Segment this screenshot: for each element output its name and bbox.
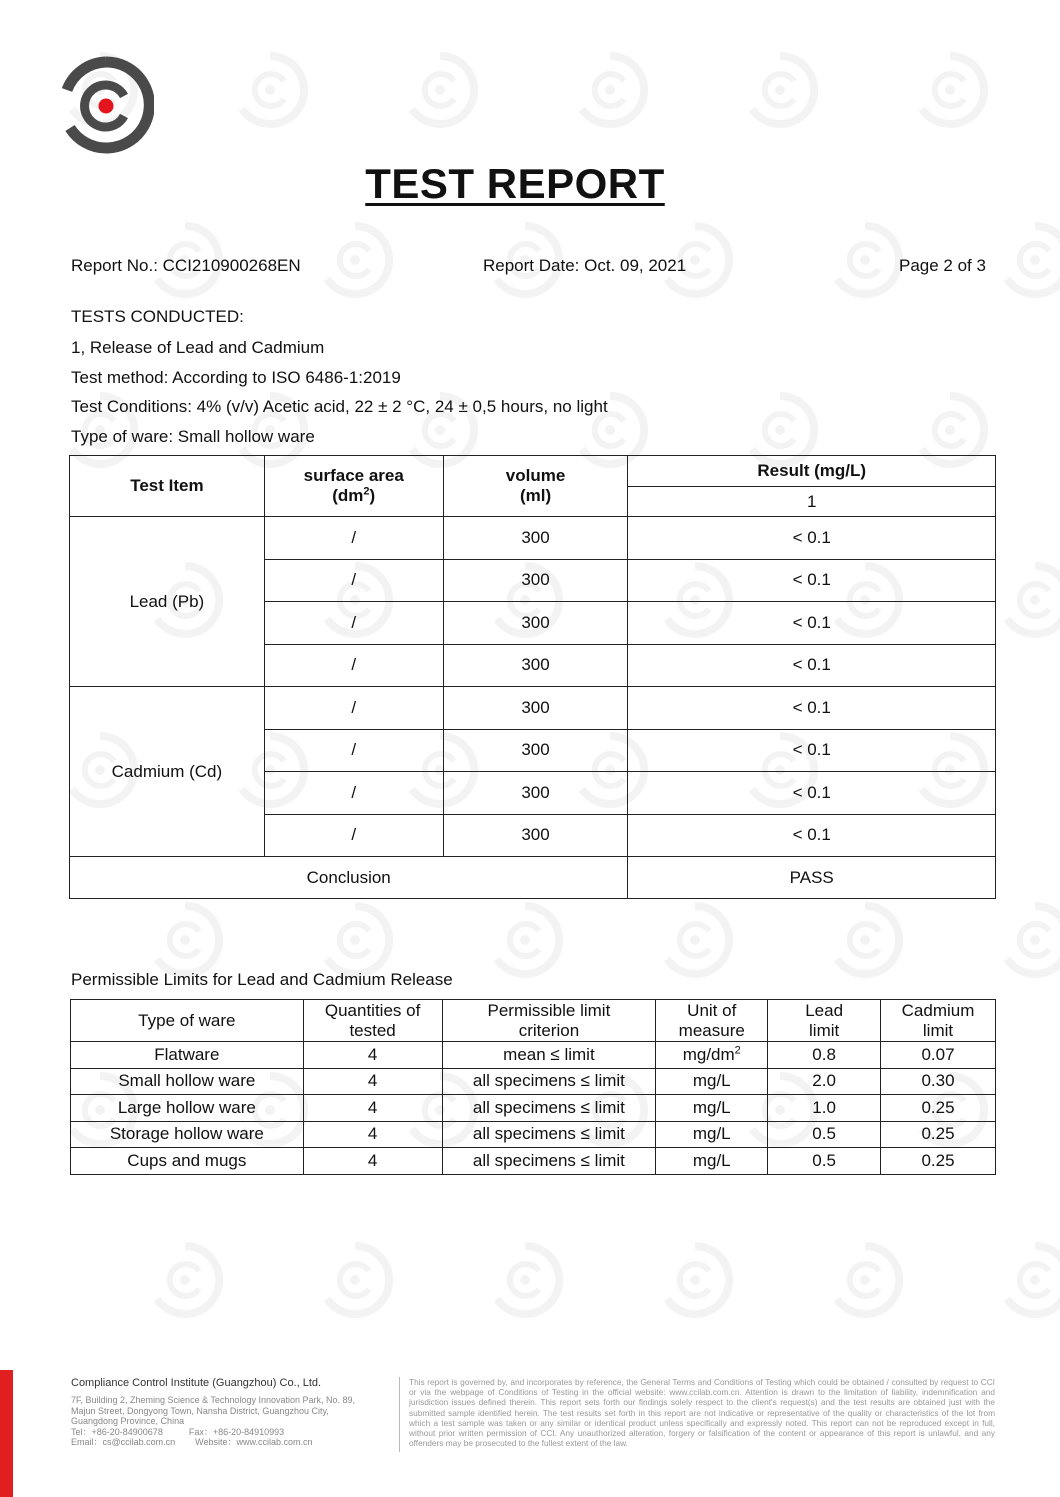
table-row xyxy=(71,1042,996,1069)
surface-cell: / xyxy=(264,772,443,815)
surface-cell: / xyxy=(264,559,443,602)
header-surface-area: surface area $(dm^2)$ xyxy=(264,456,443,517)
limits-header-quantities: Quantities of tested xyxy=(303,1000,442,1042)
watermark-icon xyxy=(327,1246,389,1314)
volume-cell: 300 xyxy=(443,644,628,687)
test-item-line: 1, Release of Lead and Cadmium xyxy=(71,338,325,357)
page-number: Page 2 of 3 xyxy=(899,256,986,275)
limits-unit-cell: $mg/dm^2$ xyxy=(656,1042,768,1069)
limits-criterion-cell: all specimens ≤ limit xyxy=(442,1121,656,1148)
limits-cadmium-cell: 0.25 xyxy=(881,1148,996,1175)
report-number: Report No.: CCI210900268EN xyxy=(71,256,301,275)
watermark-icon xyxy=(157,1246,219,1314)
test-item-cell: Cadmium (Cd) xyxy=(70,687,265,857)
footer-disclaimer: This report is governed by, and incorporates by reference, the General Terms and Conditions of Testing which could be obtained / consulted by request to CCI or via the webpage of Conditions of Testing in the official website: www.ccilab.com.cn. Attention is drawn to the limitation of liability, indemnification and jurisdiction issues defined therein. This report sets forth our findings solely respect to the client's request(s) and the test results are obtained just with the submitted sample identified herein. The test results set forth in this report are not indicative or representative of the quality or characteristics of the lot from which a test sample was taken or any similar or identical product unless specifically and expressly noted. This report can not be reproduced except in full, without prior written permission of CCI. Any unauthorized alteration, forgery or falsification of the content or appearance of this report is unlawful, and any offenders may be prosecuted to the fullest extent of the law. xyxy=(409,1377,995,1449)
watermark-icon xyxy=(667,906,729,974)
footer-accent-bar xyxy=(0,1370,13,1497)
volume-cell: 300 xyxy=(443,517,628,560)
volume-cell: 300 xyxy=(443,602,628,645)
limits-table xyxy=(70,999,996,1175)
table-row xyxy=(71,1148,996,1175)
footer-contact xyxy=(71,1377,391,1448)
watermark-icon xyxy=(922,56,984,124)
watermark-icon xyxy=(922,396,984,464)
limits-unit-cell: mg/L xyxy=(656,1148,768,1175)
limits-unit-cell: mg/L xyxy=(656,1095,768,1122)
test-conditions-line: Test Conditions: 4% (v/v) Acetic acid, 22 ± 2 °C, 24 ± 0,5 hours, no light xyxy=(71,397,608,416)
limits-lead-cell: 1.0 xyxy=(768,1095,881,1122)
ware-type-line: Type of ware: Small hollow ware xyxy=(71,427,315,446)
limits-lead-cell: 2.0 xyxy=(768,1068,881,1095)
table-row xyxy=(70,517,996,560)
footer-phone-line xyxy=(71,1427,391,1438)
watermark-icon xyxy=(497,906,559,974)
surface-cell: / xyxy=(264,602,443,645)
watermark-icon xyxy=(752,56,814,124)
volume-cell: 300 xyxy=(443,772,628,815)
limits-criterion-cell: all specimens ≤ limit xyxy=(442,1095,656,1122)
result-cell: < 0.1 xyxy=(628,814,996,857)
volume-cell: 300 xyxy=(443,687,628,730)
table-row xyxy=(71,1068,996,1095)
limits-unit-cell: mg/L xyxy=(656,1121,768,1148)
result-cell: < 0.1 xyxy=(628,729,996,772)
surface-cell: / xyxy=(264,517,443,560)
limits-qty-cell: 4 xyxy=(303,1068,442,1095)
watermark-icon xyxy=(497,1246,559,1314)
limits-type-cell: Storage hollow ware xyxy=(71,1121,304,1148)
watermark-icon xyxy=(1007,566,1060,634)
footer-tel: Tel：+86-20-84900678 xyxy=(71,1426,163,1437)
limits-type-cell: Large hollow ware xyxy=(71,1095,304,1122)
header-volume: volume (ml) xyxy=(443,456,628,517)
watermark-icon xyxy=(412,56,474,124)
result-cell: < 0.1 xyxy=(628,602,996,645)
header-test-item: Test Item xyxy=(70,456,265,517)
limits-header-criterion: Permissible limit criterion xyxy=(442,1000,656,1042)
limits-qty-cell: 4 xyxy=(303,1121,442,1148)
watermark-icon xyxy=(582,56,644,124)
limits-type-cell: Cups and mugs xyxy=(71,1148,304,1175)
footer-address-3: Guangdong Province, China xyxy=(71,1416,185,1426)
limits-unit-cell: mg/L xyxy=(656,1068,768,1095)
watermark-icon xyxy=(1007,1246,1060,1314)
footer-company-name: Compliance Control Institute (Guangzhou) Co., Ltd. xyxy=(71,1377,322,1389)
limits-header-unit: Unit of measure xyxy=(656,1000,768,1042)
results-table xyxy=(69,455,996,899)
footer-web-line xyxy=(71,1437,391,1448)
surface-cell: / xyxy=(264,729,443,772)
result-cell: < 0.1 xyxy=(628,559,996,602)
conclusion-row xyxy=(70,857,996,899)
volume-cell: 300 xyxy=(443,729,628,772)
limits-cadmium-cell: 0.07 xyxy=(881,1042,996,1069)
watermark-icon xyxy=(837,1246,899,1314)
watermark-icon xyxy=(327,906,389,974)
limits-criterion-cell: all specimens ≤ limit xyxy=(442,1148,656,1175)
results-header-row xyxy=(70,456,996,487)
surface-cell: / xyxy=(264,814,443,857)
header-result-sample: 1 xyxy=(628,487,996,517)
footer-fax: Fax：+86-20-84910993 xyxy=(188,1426,285,1437)
footer-email: Email：cs@ccilab.com.cn xyxy=(71,1437,176,1447)
test-method-line: Test method: According to ISO 6486-1:2019 xyxy=(71,368,401,387)
limits-cadmium-cell: 0.25 xyxy=(881,1095,996,1122)
header-result: Result (mg/L) xyxy=(628,456,996,487)
limits-header-lead: Lead limit xyxy=(768,1000,881,1042)
table-row xyxy=(71,1095,996,1122)
footer-divider xyxy=(399,1377,400,1452)
tests-heading: TESTS CONDUCTED: xyxy=(71,307,244,326)
volume-cell: 300 xyxy=(443,814,628,857)
table-row xyxy=(70,687,996,730)
watermark-icon xyxy=(752,396,814,464)
watermark-icon xyxy=(837,226,899,294)
limits-qty-cell: 4 xyxy=(303,1042,442,1069)
test-item-cell: Lead (Pb) xyxy=(70,517,265,687)
volume-cell: 300 xyxy=(443,559,628,602)
limits-header-row xyxy=(71,1000,996,1042)
watermark-icon xyxy=(157,906,219,974)
limits-lead-cell: 0.5 xyxy=(768,1121,881,1148)
limits-qty-cell: 4 xyxy=(303,1148,442,1175)
surface-cell: / xyxy=(264,687,443,730)
report-date: Report Date: Oct. 09, 2021 xyxy=(483,256,687,275)
watermark-icon xyxy=(1007,226,1060,294)
result-cell: < 0.1 xyxy=(628,772,996,815)
result-cell: < 0.1 xyxy=(628,517,996,560)
page-title: TEST REPORT xyxy=(365,160,665,207)
watermark-icon xyxy=(242,56,304,124)
conclusion-label: Conclusion xyxy=(70,857,628,899)
limits-type-cell: Flatware xyxy=(71,1042,304,1069)
surface-cell: / xyxy=(264,644,443,687)
company-logo xyxy=(58,56,154,154)
limits-criterion-cell: mean ≤ limit xyxy=(442,1042,656,1069)
footer-website: Website：www.ccilab.com.cn xyxy=(195,1437,313,1447)
watermark-icon xyxy=(667,1246,729,1314)
limits-lead-cell: 0.5 xyxy=(768,1148,881,1175)
limits-criterion-cell: all specimens ≤ limit xyxy=(442,1068,656,1095)
limits-header-cadmium: Cadmium limit xyxy=(881,1000,996,1042)
limits-qty-cell: 4 xyxy=(303,1095,442,1122)
footer-address-1: 7F, Building 2, Zheming Science & Technology Innovation Park, No. 89, xyxy=(71,1395,356,1405)
limits-header-type: Type of ware xyxy=(71,1000,304,1042)
limits-lead-cell: 0.8 xyxy=(768,1042,881,1069)
limits-cadmium-cell: 0.30 xyxy=(881,1068,996,1095)
footer-address-2: Majun Street, Dongyong Town, Nansha District, Guangzhou City, xyxy=(71,1405,329,1416)
result-cell: < 0.1 xyxy=(628,687,996,730)
conclusion-value: PASS xyxy=(628,857,996,899)
table-row xyxy=(71,1121,996,1148)
watermark-icon xyxy=(837,906,899,974)
watermark-icon xyxy=(1007,906,1060,974)
result-cell: < 0.1 xyxy=(628,644,996,687)
watermark-icon xyxy=(327,226,389,294)
limits-type-cell: Small hollow ware xyxy=(71,1068,304,1095)
limits-cadmium-cell: 0.25 xyxy=(881,1121,996,1148)
limits-caption: Permissible Limits for Lead and Cadmium Release xyxy=(71,970,453,989)
